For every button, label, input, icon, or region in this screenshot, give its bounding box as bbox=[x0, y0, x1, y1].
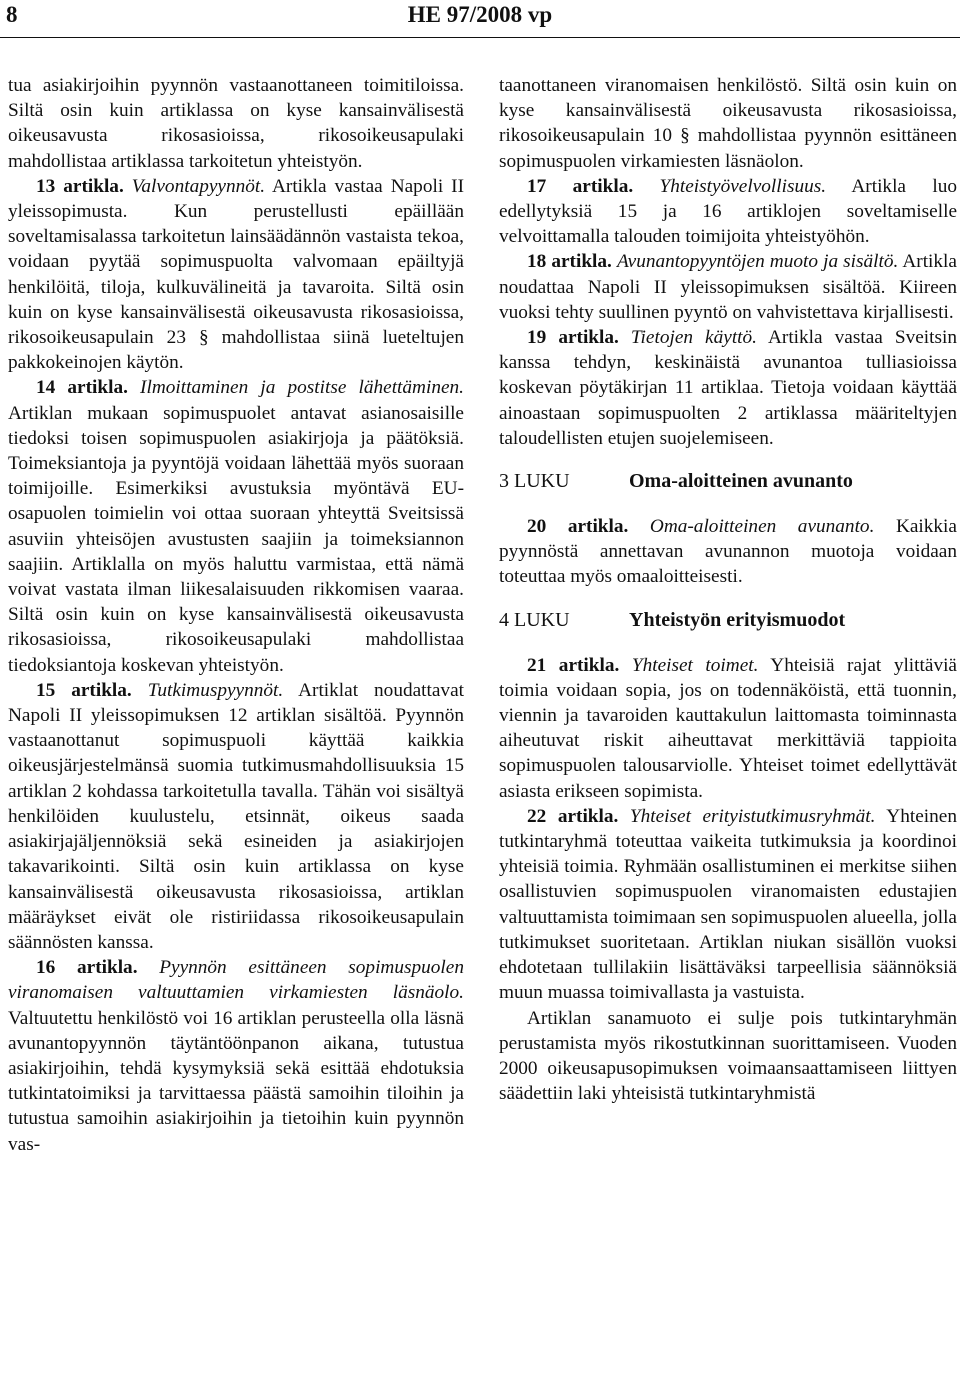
article-15-title: Tutkimuspyynnöt. bbox=[147, 679, 284, 701]
right-column bbox=[499, 73, 957, 1106]
page-header bbox=[0, 0, 960, 40]
chapter-3-heading bbox=[499, 469, 957, 494]
article-15 bbox=[8, 678, 464, 955]
article-17-title: Yhteistyövelvollisuus. bbox=[659, 175, 827, 197]
article-13-heading: 13 artikla. bbox=[36, 175, 124, 197]
article-14-heading: 14 artikla. bbox=[36, 377, 128, 399]
paragraph-final: Artiklan sanamuoto ei sulje pois tutkintaryhmän perustamista myös rikostutkinnan suorittamiseen. Vuoden 2000 oikeusapusopimuksen voimaansaattamiseen liittyen säädettiin laki yhteisistä tutkintaryhmistä bbox=[499, 1007, 957, 1105]
chapter-4-heading bbox=[499, 608, 957, 633]
article-21-body: Yhteisiä rajat ylittäviä toimia voidaan sopia, jos on todennäköistä, että tuonnin, viennin ja tavaroiden kauttakulun laittomasta toiminnasta aiheutuvat riskit aiheuttavat merkittäviä tappioita sopimuspuolen talousarviolle. Yhteiset toimet edellyttävät asiasta erikseen sopimista. bbox=[499, 654, 957, 802]
article-17-heading: 17 artikla. bbox=[527, 175, 634, 197]
article-18 bbox=[499, 249, 957, 325]
page-number: 8 bbox=[6, 2, 18, 27]
article-20-body: Kaikkia pyynnöstä annettavan avunannon muotoja voidaan toteuttaa myös omaaloitteisesti. bbox=[499, 516, 957, 588]
chapter-4-number: 4 LUKU bbox=[499, 608, 570, 631]
article-20-heading: 20 artikla. bbox=[527, 516, 629, 538]
left-column bbox=[8, 73, 464, 1157]
article-14-title: Ilmoittaminen ja postitse lähettäminen. bbox=[140, 377, 464, 399]
chapter-3-number: 3 LUKU bbox=[499, 470, 570, 493]
document-id: HE 97/2008 vp bbox=[407, 2, 553, 27]
article-16-body: Valtuutettu henkilöstö voi 16 artiklan perusteella olla läsnä avunantopyynnön täytäntöönpanon aikana, tutustua asiakirjoihin, tehdä kysymyksiä sekä esittää ehdotuksia tutkintatoimiksi ja tarvittaessa päästä samoihin tiloihin ja tutustua samoihin asiakirjoihin ja tietoihin kuin pyynnön vas- bbox=[8, 1007, 464, 1155]
article-13-title: Valvontapyynnöt. bbox=[131, 175, 266, 197]
article-22-body: Yhteinen tutkintaryhmä toteuttaa vaikeita tutkimuksia ja koordinoi yhteisiä toimia. Ryhmään osallistuminen ei merkitse siihen osallistuvien sopimuspuolen viranomaisten edustajien valtuuttamista toimimaan sen sopimuspuolen alueella, jolla tutkimukset suoritetaan. Artiklan niukan sisällön vuoksi ehdotetaan tullilakiin lisättäväksi tarpeellisia säännöksiä muun muassa toimivallasta ja vastuista. bbox=[499, 805, 957, 1004]
article-22-title: Yhteiset erityistutkimusryhmät. bbox=[629, 805, 876, 827]
article-15-heading: 15 artikla. bbox=[36, 679, 132, 701]
article-13 bbox=[8, 174, 464, 376]
article-19-title: Tietojen käyttö. bbox=[630, 327, 757, 349]
article-16-title: Pyynnön esittäneen sopimuspuolen viranomaisen valtuuttamien virkamiesten läsnäolo. bbox=[8, 957, 464, 1004]
paragraph-continued: taanottaneen viranomaisen henkilöstö. Siltä osin kuin on kyse kansainvälisestä oikeusavusta rikosasioissa, rikosoikeusapulain 10 § mahdollistaa pyynnön esittäneen sopimuspuolen virkamiesten läsnäolon. bbox=[499, 75, 957, 172]
article-19-body: Artikla vastaa Sveitsin kanssa tehdyn, keskinäistä avunantoa tulliasioissa koskevan pöytäkirjan 11 artiklaa. Tietoja voidaan käyttää ainoastaan sopimuspuolten 2 artiklassa määriteltyjen taloudellisten etujen suojelemiseen. bbox=[499, 327, 957, 449]
article-18-heading: 18 artikla. bbox=[527, 251, 612, 273]
article-18-body: Artikla noudattaa Napoli II yleissopimuksen sisältöä. Kiireen vuoksi tehty suullinen pyyntö on vahvistettava kirjallisesti. bbox=[499, 251, 957, 323]
chapter-4-title: Yhteistyön erityismuodot bbox=[629, 608, 846, 631]
article-21-title: Yhteiset toimet. bbox=[631, 654, 759, 676]
article-20-title: Oma-aloitteinen avunanto. bbox=[649, 516, 875, 538]
article-16-heading: 16 artikla. bbox=[36, 957, 138, 979]
article-13-body: Artikla vastaa Napoli II yleissopimusta. Kun perustellusti epäillään soveltamisalassa tarkoitetun lainsäädännön vastaista tekoa, voidaan pyytää sopimuspuolta valvomaan epäiltyjä henkilöitä, tiloja, kulkuvälineitä ja tavaroita. Siltä osin kuin on kyse kansainvälisestä oikeusavusta rikosasioissa, rikosoikeusapulain 23 § mahdollistaa siinä lueteltujen pakkokeinojen käytön. bbox=[8, 175, 464, 374]
header-rule bbox=[0, 37, 960, 38]
article-21-heading: 21 artikla. bbox=[527, 654, 620, 676]
article-22 bbox=[499, 804, 957, 1006]
article-17-body: Artikla luo edellytyksiä 15 ja 16 artiklojen soveltamiselle velvoittamalla talouden toimijoita yhteistyöhön. bbox=[499, 175, 957, 248]
article-18-title: Avunantopyyntöjen muoto ja sisältö. bbox=[616, 251, 899, 273]
article-14 bbox=[8, 375, 464, 677]
article-21 bbox=[499, 653, 957, 804]
article-16 bbox=[8, 955, 464, 1157]
article-19-heading: 19 artikla. bbox=[527, 327, 619, 349]
article-17 bbox=[499, 174, 957, 250]
chapter-3-title: Oma-aloitteinen avunanto bbox=[629, 470, 853, 493]
article-22-heading: 22 artikla. bbox=[527, 805, 619, 827]
article-20 bbox=[499, 514, 957, 590]
article-15-body: Artiklat noudattavat Napoli II yleissopimuksen 12 artiklan sisältöä. Pyynnön vastaanottanut sopimuspuoli käyttää kaikkia oikeusjärjestelmänsä suomia tutkimusmahdollisuuksia 15 artiklan 2 kohdassa tarkoitetulla tavalla. Tähän voi sisältyä henkilöiden kuulustelu, etsinnät, oikeus saada asiakirjajäljennöksiä sekä esineiden ja asiakirjojen takavarikointi. Siltä osin kuin artiklassa on kyse kansainvälisestä oikeusavusta rikosasioissa, artiklan määräykset eivät ole ristiriidassa rikosoikeusapulain säännösten kanssa. bbox=[8, 679, 464, 953]
article-14-body: Artiklan mukaan sopimuspuolet antavat asianosaisille tiedoksi toisen sopimuspuolen asiakirjoja ja päätöksiä. Toimeksiantoja ja pyyntöjä voidaan lähettää myös suoraan toimijoille. Esimerkiksi avustuksia myöntävä EU-osapuolen toimielin voi ottaa suoraan yhteyttä Sveitsissä asuviin yhteisöjen avustusten saajiin ja toimeksiannon saajiin. Artiklalla on myös haluttu varmistaa, että nämä voivat vastata ilman liikesalaisuuden rikkomisen vaaraa. Siltä osin kuin on kyse kansainvälisestä oikeusavusta rikosasioissa, rikosoikeusapulaki mahdollistaa tiedoksiantoja koskevan yhteistyön. bbox=[8, 402, 464, 676]
article-19 bbox=[499, 325, 957, 451]
paragraph-continued: tua asiakirjoihin pyynnön vastaanottaneen toimitiloissa. Siltä osin kuin artiklassa on kyse kansainvälisestä oikeusavusta rikosasioissa, rikosoikeusapulaki mahdollistaa artiklassa tarkoitetun yhteistyön. bbox=[8, 75, 464, 172]
